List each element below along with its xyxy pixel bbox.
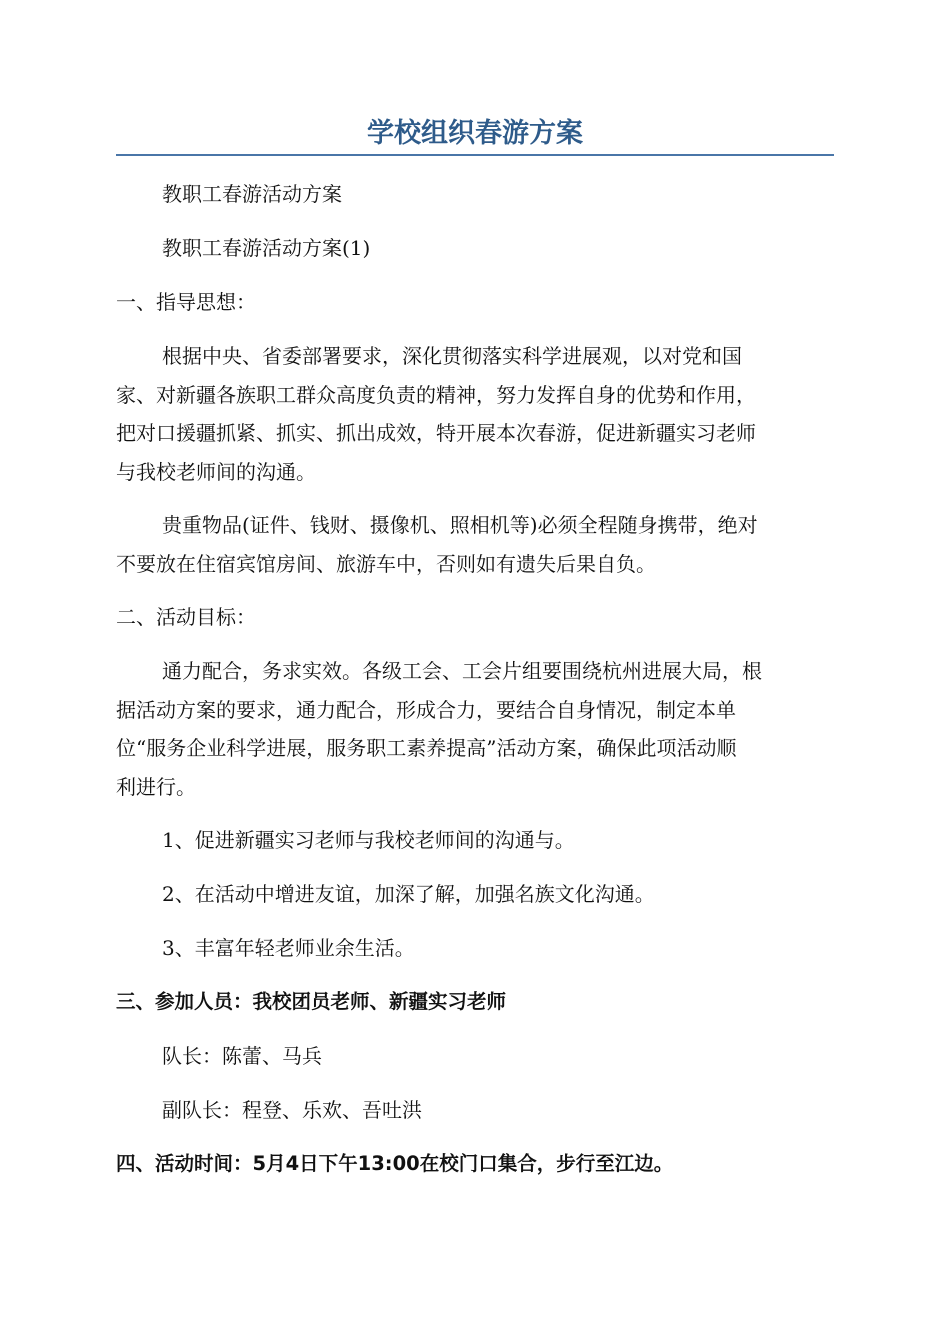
goals-paragraph — [116, 652, 834, 806]
paragraph-line: 通力配合，务求实效。各级工会、工会片组要围绕杭州进展大局，根 — [162, 659, 762, 683]
paragraph-line: 把对口援疆抓紧、抓实、抓出成效，特开展本次春游，促进新疆实习老师 — [116, 421, 756, 445]
subtitle-numbered: 教职工春游活动方案(1) — [162, 236, 371, 260]
paragraph-line: 根据中央、省委部署要求，深化贯彻落实科学进展观，以对党和国 — [162, 344, 742, 368]
vice-captain-line: 副队长：程登、乐欢、吾吐洪 — [162, 1098, 422, 1122]
goal-item-2: 2、在活动中增进友谊，加深了解，加强名族文化沟通。 — [162, 882, 655, 906]
subtitle: 教职工春游活动方案 — [162, 182, 342, 206]
paragraph-line: 据活动方案的要求，通力配合，形成合力，要结合自身情况，制定本单 — [116, 697, 736, 722]
section-heading-guiding: 一、指导思想： — [116, 290, 256, 314]
captain-line: 队长：陈蕾、马兵 — [162, 1044, 322, 1068]
document-title: 学校组织春游方案 — [367, 118, 583, 149]
guiding-paragraph-1 — [116, 337, 834, 491]
section-heading-time: 四、活动时间：5月4日下午13:00在校门口集合，步行至江边。 — [116, 1152, 674, 1175]
title-underline — [116, 154, 834, 156]
goal-item-1: 1、促进新疆实习老师与我校老师间的沟通与。 — [162, 828, 575, 852]
section-heading-goals: 二、活动目标： — [116, 605, 256, 629]
paragraph-line: 与我校老师间的沟通。 — [116, 459, 316, 484]
section-heading-participants: 三、参加人员：我校团员老师、新疆实习老师 — [116, 990, 507, 1013]
paragraph-line: 不要放在住宿宾馆房间、旅游车中，否则如有遗失后果自负。 — [116, 551, 656, 576]
goal-item-3: 3、丰富年轻老师业余生活。 — [162, 936, 415, 960]
guiding-paragraph-2 — [116, 506, 834, 583]
paragraph-line: 贵重物品(证件、钱财、摄像机、照相机等)必须全程随身携带，绝对 — [162, 513, 758, 537]
paragraph-line: 家、对新疆各族职工群众高度负责的精神，努力发挥自身的优势和作用， — [116, 382, 756, 407]
paragraph-line: 利进行。 — [116, 774, 196, 799]
paragraph-line: 位“服务企业科学进展，服务职工素养提高”活动方案，确保此项活动顺 — [116, 736, 737, 760]
